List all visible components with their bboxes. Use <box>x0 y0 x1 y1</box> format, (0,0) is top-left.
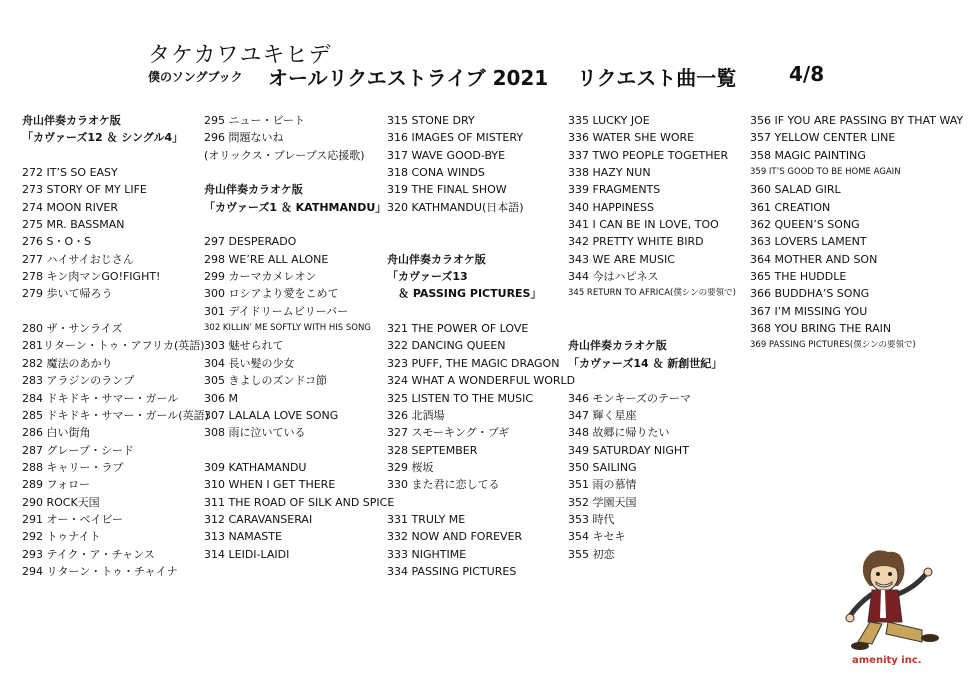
song-item: 336 WATER SHE WORE <box>568 131 695 145</box>
song-item: 295 ニュー・ビート <box>204 114 306 127</box>
song-item: 297 DESPERADO <box>204 235 297 249</box>
song-item: 361 CREATION <box>750 200 831 214</box>
section-heading: ＆ PASSING PICTURES」 <box>387 287 542 301</box>
song-item: 332 NOW AND FOREVER <box>387 530 523 544</box>
song-item: 289 フォロー <box>22 478 90 492</box>
song-item: 326 北酒場 <box>387 408 445 422</box>
song-column-4 <box>568 112 736 563</box>
song-item: 291 オー・ベイビー <box>22 512 124 526</box>
song-item: 362 QUEEN’S SONG <box>750 218 860 232</box>
song-item: 335 LUCKY JOE <box>568 114 650 127</box>
song-item: 303 魅せられて <box>204 339 284 353</box>
song-item: 316 IMAGES OF MISTERY <box>387 131 524 145</box>
song-item: 294 リターン・トゥ・チャイナ <box>22 564 178 578</box>
song-item: 356 IF YOU ARE PASSING BY THAT WAY <box>750 114 964 127</box>
spacer <box>387 233 575 250</box>
song-item: 292 トゥナイト <box>22 530 101 544</box>
section-heading: 「カヴァーズ1 ＆ KATHMANDU」 <box>204 200 387 214</box>
song-item: 320 KATHMANDU(日本語) <box>387 200 524 214</box>
song-item: 366 BUDDHA’S SONG <box>750 287 870 301</box>
song-item: 353 時代 <box>568 512 615 526</box>
song-item: 288 キャリー・ラブ <box>22 460 124 474</box>
song-item: 334 PASSING PICTURES <box>387 564 517 578</box>
song-item: 272 IT’S SO EASY <box>22 166 118 180</box>
section-heading: 舟山伴奏カラオケ版 <box>568 339 667 353</box>
song-item: 339 FRAGMENTS <box>568 183 661 197</box>
song-item: 321 THE POWER OF LOVE <box>387 322 529 336</box>
section-heading: 舟山伴奏カラオケ版 <box>22 114 121 127</box>
song-item: 355 初恋 <box>568 547 615 561</box>
song-item: 345 RETURN TO AFRICA(僕シンの要領で) <box>568 288 736 299</box>
page-number: 4/8 <box>789 62 825 86</box>
song-item: 365 THE HUDDLE <box>750 270 847 284</box>
song-column-3 <box>387 112 575 580</box>
song-item: 357 YELLOW CENTER LINE <box>750 131 896 145</box>
song-item: 296 問題ないね <box>204 131 284 145</box>
song-item: 300 ロシアより愛をこめて <box>204 287 339 301</box>
song-item: 309 KATHAMANDU <box>204 460 307 474</box>
song-item: 285 ドキドキ・サマー・ガール(英語) <box>22 408 209 422</box>
song-item: 308 雨に泣いている <box>204 426 306 440</box>
song-item: 287 グレープ・シード <box>22 443 134 457</box>
song-item: 359 IT’S GOOD TO BE HOME AGAIN <box>750 167 901 178</box>
spacer <box>568 320 736 337</box>
song-item: 344 今はハピネス <box>568 270 659 284</box>
spacer <box>387 494 575 511</box>
song-item: 337 TWO PEOPLE TOGETHER <box>568 148 729 162</box>
mascot-illustration <box>842 548 952 658</box>
song-item: 325 LISTEN TO THE MUSIC <box>387 391 534 405</box>
song-item: 340 HAPPINESS <box>568 200 654 214</box>
song-item: 327 スモーキング・ブギ <box>387 426 510 440</box>
song-item: 315 STONE DRY <box>387 114 475 127</box>
song-item: 364 MOTHER AND SON <box>750 252 878 266</box>
song-column-2 <box>204 112 394 563</box>
list-title: リクエスト曲一覧 <box>577 66 737 90</box>
song-item: 328 SEPTEMBER <box>387 443 478 457</box>
song-item: 307 LALALA LOVE SONG <box>204 408 339 422</box>
song-item: 314 LEIDI-LAIDI <box>204 547 290 561</box>
spacer <box>387 216 575 233</box>
song-item: 284 ドキドキ・サマー・ガール <box>22 391 179 405</box>
spacer <box>204 442 394 459</box>
song-item: 349 SATURDAY NIGHT <box>568 443 689 457</box>
song-item: 293 テイク・ア・チャンス <box>22 547 155 561</box>
song-item: 330 また君に恋してる <box>387 478 500 492</box>
song-item: 279 歩いて帰ろう <box>22 287 113 301</box>
section-heading: 「カヴァーズ12 ＆ シングル4」 <box>22 131 184 145</box>
song-item: 290 ROCK天国 <box>22 495 100 509</box>
song-item: 341 I CAN BE IN LOVE, TOO <box>568 218 719 232</box>
song-item: (オリックス・ブレーブス応援歌) <box>204 148 365 162</box>
spacer <box>204 164 394 181</box>
section-heading: 舟山伴奏カラオケ版 <box>387 252 486 266</box>
song-item: 280 ザ・サンライズ <box>22 322 123 336</box>
song-item: 354 キセキ <box>568 530 626 544</box>
song-item: 306 M <box>204 391 238 405</box>
song-item: 298 WE’RE ALL ALONE <box>204 252 329 266</box>
song-item: 310 WHEN I GET THERE <box>204 478 336 492</box>
song-item: 275 MR. BASSMAN <box>22 218 125 232</box>
song-item: 324 WHAT A WONDERFUL WORLD <box>387 374 576 388</box>
artist-title: タケカワユキヒデ <box>148 43 332 68</box>
song-item: 299 カーマカメレオン <box>204 270 317 284</box>
song-item: 305 きよしのズンドコ節 <box>204 374 328 388</box>
spacer <box>568 303 736 320</box>
song-item: 313 NAMASTE <box>204 530 282 544</box>
song-item: 350 SAILING <box>568 460 637 474</box>
song-item: 363 LOVERS LAMENT <box>750 235 867 249</box>
event-title: オールリクエストライブ 2021 <box>268 66 549 90</box>
song-item: 277 ハイサイおじさん <box>22 252 134 266</box>
song-item: 302 KILLIN’ ME SOFTLY WITH HIS SONG <box>204 323 371 334</box>
song-item: 281リターン・トゥ・アフリカ(英語) <box>22 339 205 353</box>
song-item: 351 雨の慕情 <box>568 478 637 492</box>
song-column-5 <box>750 112 963 355</box>
song-column-1 <box>22 112 209 580</box>
song-item: 323 PUFF, THE MAGIC DRAGON <box>387 356 560 370</box>
song-item: 360 SALAD GIRL <box>750 183 841 197</box>
song-item: 304 長い髪の少女 <box>204 356 295 370</box>
spacer <box>22 303 209 320</box>
song-item: 278 キン肉マンGO!FIGHT! <box>22 270 161 284</box>
song-item: 286 白い街角 <box>22 426 91 440</box>
song-item: 312 CARAVANSERAI <box>204 512 313 526</box>
song-item: 331 TRULY ME <box>387 512 466 526</box>
song-item: 276 S・O・S <box>22 235 92 249</box>
song-item: 282 魔法のあかり <box>22 356 113 370</box>
song-item: 317 WAVE GOOD-BYE <box>387 148 506 162</box>
song-item: 358 MAGIC PAINTING <box>750 148 866 162</box>
song-item: 283 アラジンのランプ <box>22 374 135 388</box>
song-item: 333 NIGHTIME <box>387 547 467 561</box>
brand-logo: amenity inc. <box>852 655 922 666</box>
song-item: 301 デイドリームビリーバー <box>204 304 349 318</box>
song-item: 329 桜坂 <box>387 460 434 474</box>
section-heading: 舟山伴奏カラオケ版 <box>204 183 303 197</box>
section-heading: 「カヴァーズ14 ＆ 新創世紀」 <box>568 356 723 370</box>
song-item: 347 輝く星座 <box>568 408 637 422</box>
song-item: 318 CONA WINDS <box>387 166 485 180</box>
song-item: 348 故郷に帰りたい <box>568 426 670 440</box>
song-item: 368 YOU BRING THE RAIN <box>750 322 892 336</box>
song-item: 274 MOON RIVER <box>22 200 119 214</box>
song-item: 343 WE ARE MUSIC <box>568 252 675 266</box>
song-item: 346 モンキーズのテーマ <box>568 391 691 405</box>
song-item: 338 HAZY NUN <box>568 166 651 180</box>
spacer <box>204 216 394 233</box>
song-item: 322 DANCING QUEEN <box>387 339 506 353</box>
spacer <box>22 147 209 164</box>
song-item: 273 STORY OF MY LIFE <box>22 183 147 197</box>
song-item: 352 学園天国 <box>568 495 637 509</box>
spacer <box>568 372 736 389</box>
song-item: 319 THE FINAL SHOW <box>387 183 507 197</box>
song-item: 367 I’M MISSING YOU <box>750 304 868 318</box>
section-heading: 「カヴァーズ13 <box>387 270 468 284</box>
spacer <box>387 303 575 320</box>
song-item: 342 PRETTY WHITE BIRD <box>568 235 704 249</box>
songbook-subtitle: 僕のソングブック <box>148 70 243 84</box>
song-item: 369 PASSING PICTURES(僕シンの要領で) <box>750 340 916 351</box>
song-item: 311 THE ROAD OF SILK AND SPICE <box>204 495 395 509</box>
